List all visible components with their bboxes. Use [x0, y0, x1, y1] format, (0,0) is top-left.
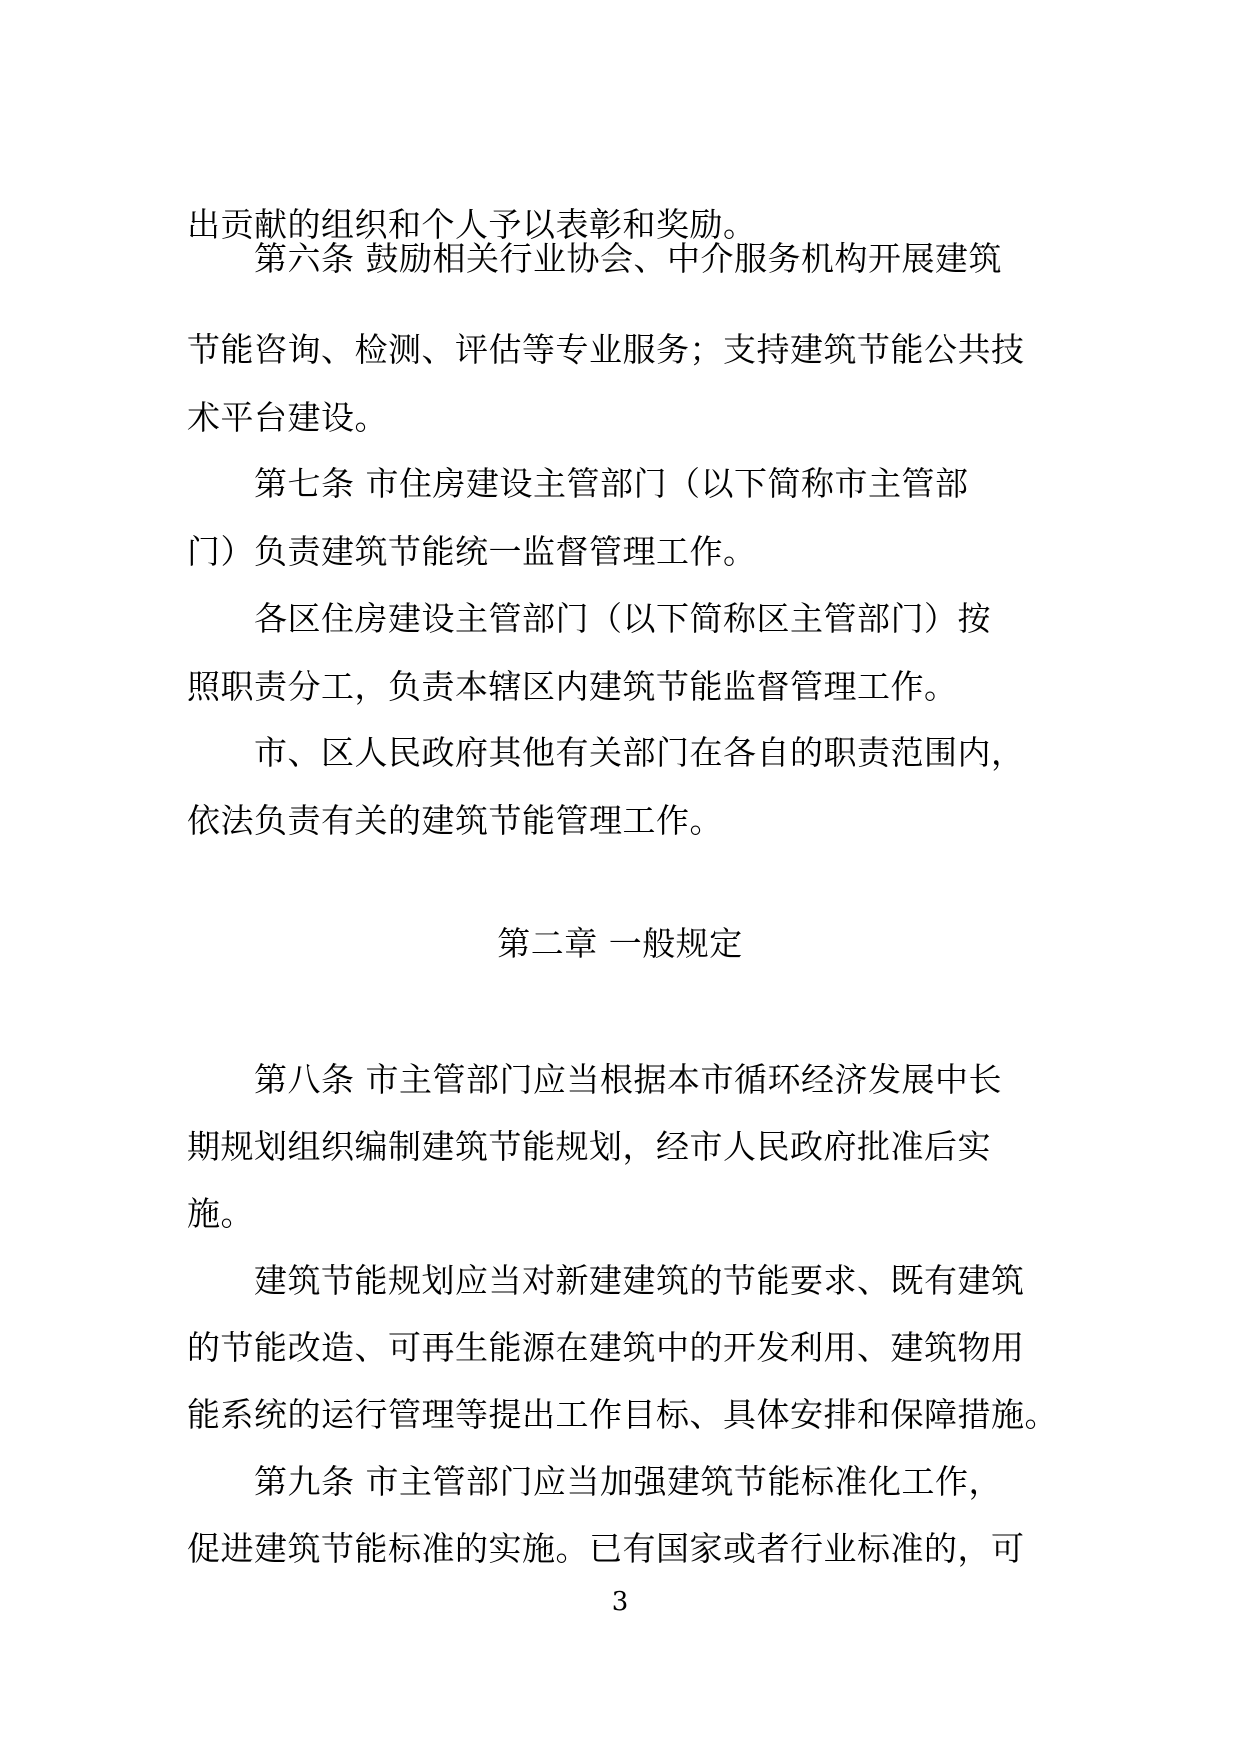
- text-line: 节能咨询、检测、评估等专业服务；支持建筑节能公共技: [187, 330, 1025, 369]
- article-9-line: 第九条 市主管部门应当加强建筑节能标准化工作，: [254, 1462, 1002, 1501]
- text-line: 术平台建设。: [187, 398, 388, 437]
- text-line: 各区住房建设主管部门（以下简称区主管部门）按: [254, 599, 991, 638]
- text-line: 市、区人民政府其他有关部门在各自的职责范围内，: [254, 733, 1025, 772]
- text-line: 依法负责有关的建筑节能管理工作。: [187, 801, 723, 840]
- text-line: 门）负责建筑节能统一监督管理工作。: [187, 532, 757, 571]
- text-line: 施。: [187, 1194, 254, 1233]
- text-line: 能系统的运行管理等提出工作目标、具体安排和保障措施。: [187, 1395, 1058, 1434]
- article-7-line: 第七条 市住房建设主管部门（以下简称市主管部: [254, 464, 969, 503]
- text-line: 建筑节能规划应当对新建建筑的节能要求、既有建筑: [254, 1261, 1025, 1300]
- text-line: 照职责分工，负责本辖区内建筑节能监督管理工作。: [187, 667, 958, 706]
- article-6-line: 第六条 鼓励相关行业协会、中介服务机构开展建筑: [254, 239, 1002, 278]
- text-line: 促进建筑节能标准的实施。已有国家或者行业标准的，可: [187, 1529, 1025, 1568]
- text-line: 的节能改造、可再生能源在建筑中的开发利用、建筑物用: [187, 1328, 1025, 1367]
- page-number: 3: [611, 1587, 629, 1617]
- chapter-heading: 第二章 一般规定: [497, 924, 743, 963]
- text-line: 期规划组织编制建筑节能规划，经市人民政府批准后实: [187, 1127, 991, 1166]
- text-line: 出贡献的组织和个人予以表彰和奖励。: [187, 205, 757, 244]
- article-8-line: 第八条 市主管部门应当根据本市循环经济发展中长: [254, 1060, 1002, 1099]
